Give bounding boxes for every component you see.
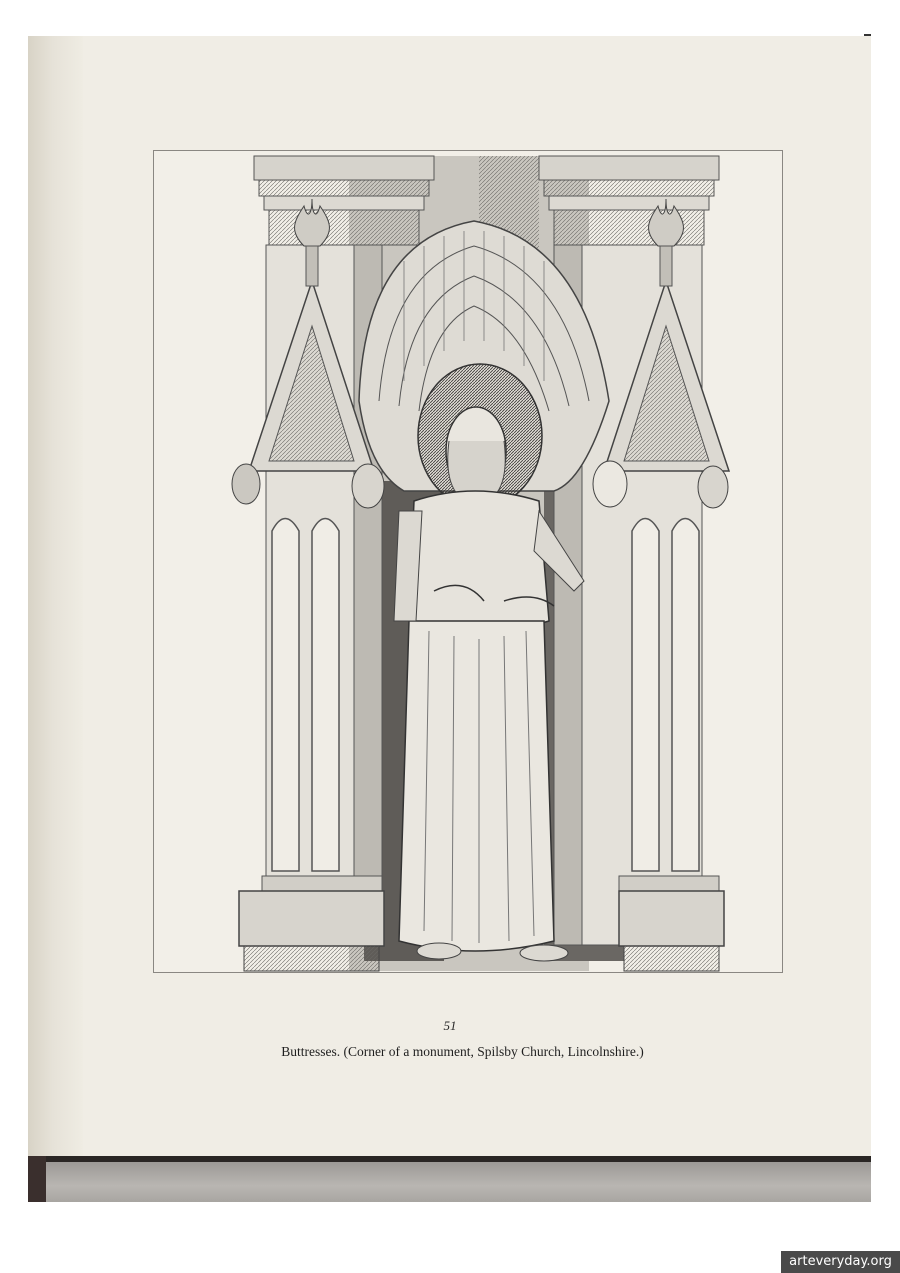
corner-mark [864,34,871,36]
watermark: arteveryday.org [781,1251,900,1273]
book-bottom-edge [28,1162,871,1202]
illustration-plate [153,150,783,973]
plate-caption: Buttresses. (Corner of a monument, Spilsby Church, Lincolnshire.) [281,1044,644,1059]
book-spine-shadow [28,36,83,1156]
book-cover-corner [28,1156,46,1202]
buttress-monument-drawing [154,151,783,973]
plate-number: 51 [443,1018,457,1033]
